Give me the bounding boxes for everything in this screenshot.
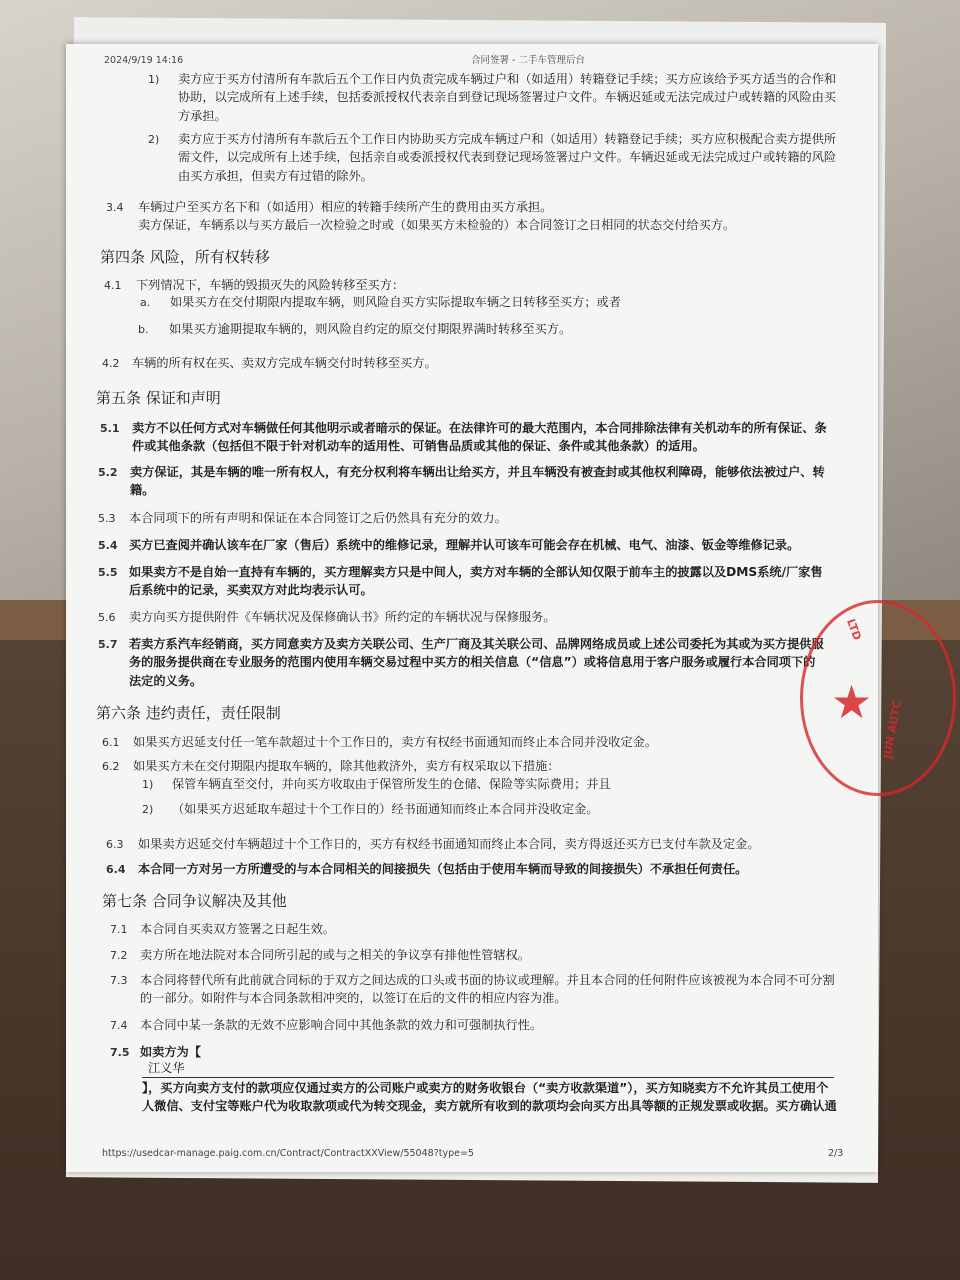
text-line: 车辆过户至买方名下和（如适用）相应的转籍手续所产生的费用由买方承担。	[138, 200, 553, 214]
clause-num: 7.1	[110, 923, 128, 936]
text-line: 卖方应于买方付清所有车款后五个工作日内协助买方完成车辆过户和（如适用）转籍登记手续；买方应积极配合卖方提供所	[178, 132, 837, 146]
clause-text: 如果买方未在交付期限内提取车辆的，除其他救济外，卖方有权采取以下措施：	[133, 759, 560, 773]
text-line: 籍。	[130, 483, 155, 498]
clause-num: 7.3	[110, 974, 128, 987]
clause-num: 7.4	[110, 1019, 128, 1032]
clause-text: 如果买方在交付期限内提取车辆，则风险自买方实际提取车辆之日转移至买方；或者	[170, 295, 621, 309]
text-line: 卖方保证，其是车辆的唯一所有权人，有充分权利将车辆出让给买方，并且车辆没有被查封或其他权利障碍，能够依法被过户、转	[130, 465, 825, 479]
clause-num: 6.4	[106, 863, 126, 876]
item-num: a.	[140, 296, 151, 309]
clause-text	[138, 198, 735, 235]
text-line: 若卖方系汽车经销商，买方同意卖方及卖方关联公司、生产厂商及其关联公司、品牌网络成员或上述公司委托为其或为买方提供服	[129, 637, 824, 651]
clause-num: 3.4	[106, 201, 124, 214]
section-title: 第六条 违约责任，责任限制	[96, 704, 281, 722]
clause-text: 卖方所在地法院对本合同所引起的或与之相关的争议享有排他性管辖权。	[140, 948, 530, 962]
company-seal	[800, 600, 956, 796]
seller-name-field: 江义华	[148, 1061, 185, 1075]
text-line: 卖方保证，车辆系以与买方最后一次检验之时或（如果买方未检验的）本合同签订之日相同的状态交付给买方。	[138, 218, 736, 233]
text-line: 由买方承担，但卖方有过错的除外。	[178, 168, 373, 183]
text-line: 务的服务提供商在专业服务的范围内使用车辆交易过程中买方的相关信息（“信息”）或将信息用于客户服务或履行本合同项下的	[129, 655, 816, 670]
contract-page	[66, 44, 878, 1172]
text-line: 】，买方向卖方支付的款项应仅通过卖方的公司账户或卖方的财务收银台（“卖方收款渠道”），买方知晓卖方不允许其员工使用个	[142, 1081, 829, 1095]
clause-text	[129, 635, 869, 690]
clause-text	[178, 130, 836, 185]
fill-line	[142, 1077, 834, 1078]
clause-text: （如果买方迟延取车超过十个工作日的）经书面通知而终止本合同并没收定金。	[172, 802, 599, 816]
star-icon: ★	[831, 675, 873, 729]
clause-num: 7.2	[110, 949, 128, 962]
clause-num: 5.7	[98, 638, 118, 651]
clause-text	[132, 419, 827, 456]
clause-text	[129, 563, 823, 600]
text-line: 后系统中的记录，买卖双方对此均表示认可。	[129, 583, 373, 598]
print-url: https://usedcar-manage.paig.com.cn/Contract/ContractXXView/55048?type=5	[102, 1148, 474, 1159]
text-line: 协助，以完成所有上述手续，包括委派授权代表亲自到登记现场签署过户文件。车辆迟延或无法完成过户或转籍的风险由买	[178, 90, 837, 105]
clause-text: 本合同一方对另一方所遭受的与本合同相关的间接损失（包括由于使用车辆而导致的间接损失）不承担任何责任。	[138, 862, 748, 876]
item-num: 2)	[142, 803, 154, 816]
clause-num: 5.2	[98, 466, 118, 479]
seal-text: LTD	[844, 617, 864, 642]
clause-text	[140, 971, 835, 1008]
text-line: 方承担。	[178, 108, 227, 123]
clause-text	[130, 463, 825, 500]
clause-text: 买方已查阅并确认该车在厂家（售后）系统中的维修记录，理解并认可该车可能会存在机械、电气、油漆、钣金等维修记录。	[129, 538, 800, 552]
clause-text: 下列情况下，车辆的毁损灭失的风险转移至买方：	[136, 278, 405, 292]
section-title: 第四条 风险，所有权转移	[100, 248, 270, 266]
clause-num: 6.1	[102, 736, 120, 749]
seal-text: JUN AUTC	[880, 699, 904, 760]
clause-num: 5.5	[98, 566, 118, 579]
clause-text	[178, 70, 836, 125]
section-title: 第五条 保证和声明	[96, 389, 221, 407]
text-line: 卖方应于买方付清所有车款后五个工作日内负责完成车辆过户和（如适用）转籍登记手续；买方应该给予买方适当的合作和	[178, 72, 837, 86]
clause-text: 保管车辆直至交付，并向买方收取由于保管所发生的仓储、保险等实际费用；并且	[172, 777, 611, 791]
item-num: 1)	[148, 73, 160, 86]
text-line: 本合同将替代所有此前就合同标的于双方之间达成的口头或书面的协议或理解。并且本合同的任何附件应该被视为本合同不可分割	[140, 973, 835, 987]
clause-text: 如卖方为【	[140, 1045, 201, 1059]
clause-num: 4.2	[102, 357, 120, 370]
print-datetime: 2024/9/19 14:16	[104, 55, 184, 66]
clause-text: 本合同项下的所有声明和保证在本合同签订之后仍然具有充分的效力。	[129, 511, 507, 525]
clause-num: 6.2	[102, 760, 120, 773]
clause-num: 5.4	[98, 539, 118, 552]
clause-text	[142, 1079, 872, 1116]
text-line: 法定的义务。	[129, 673, 203, 688]
item-num: 2)	[148, 133, 160, 146]
clause-text: 卖方向买方提供附件《车辆状况及保修确认书》所约定的车辆状况与保修服务。	[129, 610, 556, 624]
text-line: 卖方不以任何方式对车辆做任何其他明示或者暗示的保证。在法律许可的最大范围内，本合同排除法律有关机动车的所有保证、条	[132, 421, 827, 435]
clause-num: 4.1	[104, 279, 122, 292]
clause-num: 5.1	[100, 422, 120, 435]
text-line: 件或其他条款（包括但不限于针对机动车的适用性、可销售品质或其他的保证、条件或其他条款）的适用。	[132, 439, 705, 454]
item-num: b.	[138, 323, 149, 336]
text-line: 人微信、支付宝等账户代为收取款项或代为转交现金，卖方就所有收到的款项均会向买方出具等额的正规发票或收据。买方确认通	[142, 1099, 837, 1114]
clause-text: 本合同中某一条款的无效不应影响合同中其他条款的效力和可强制执行性。	[140, 1018, 543, 1032]
text-line: 需文件，以完成所有上述手续，包括亲自或委派授权代表到登记现场签署过户文件。车辆迟延或无法完成过户或转籍的风险	[178, 150, 837, 165]
text-line: 的一部分。如附件与本合同条款相冲突的，以签订在后的文件的相应内容为准。	[140, 991, 567, 1006]
item-num: 1)	[142, 778, 154, 791]
clause-num: 7.5	[110, 1046, 130, 1059]
clause-num: 5.3	[98, 512, 116, 525]
text-line: 如果卖方不是自始一直持有车辆的，买方理解卖方只是中间人，卖方对车辆的全部认知仅限于前车主的披露以及DMS系统/厂家售	[129, 565, 823, 579]
clause-text: 车辆的所有权在买、卖双方完成车辆交付时转移至买方。	[132, 356, 437, 370]
clause-num: 6.3	[106, 838, 124, 851]
print-title: 合同签署 - 二手车管理后台	[471, 55, 585, 66]
clause-text: 如果卖方迟延交付车辆超过十个工作日的，买方有权经书面通知而终止本合同，卖方得返还买方已支付车款及定金。	[138, 837, 760, 851]
page-number: 2/3	[828, 1148, 844, 1159]
section-title: 第七条 合同争议解决及其他	[102, 892, 287, 910]
clause-text: 如果买方逾期提取车辆的，则风险自约定的原交付期限界满时转移至买方。	[169, 322, 572, 336]
clause-text: 如果买方迟延支付任一笔车款超过十个工作日的，卖方有权经书面通知而终止本合同并没收定金。	[133, 735, 658, 749]
clause-text: 本合同自买卖双方签署之日起生效。	[140, 922, 335, 936]
clause-num: 5.6	[98, 611, 116, 624]
